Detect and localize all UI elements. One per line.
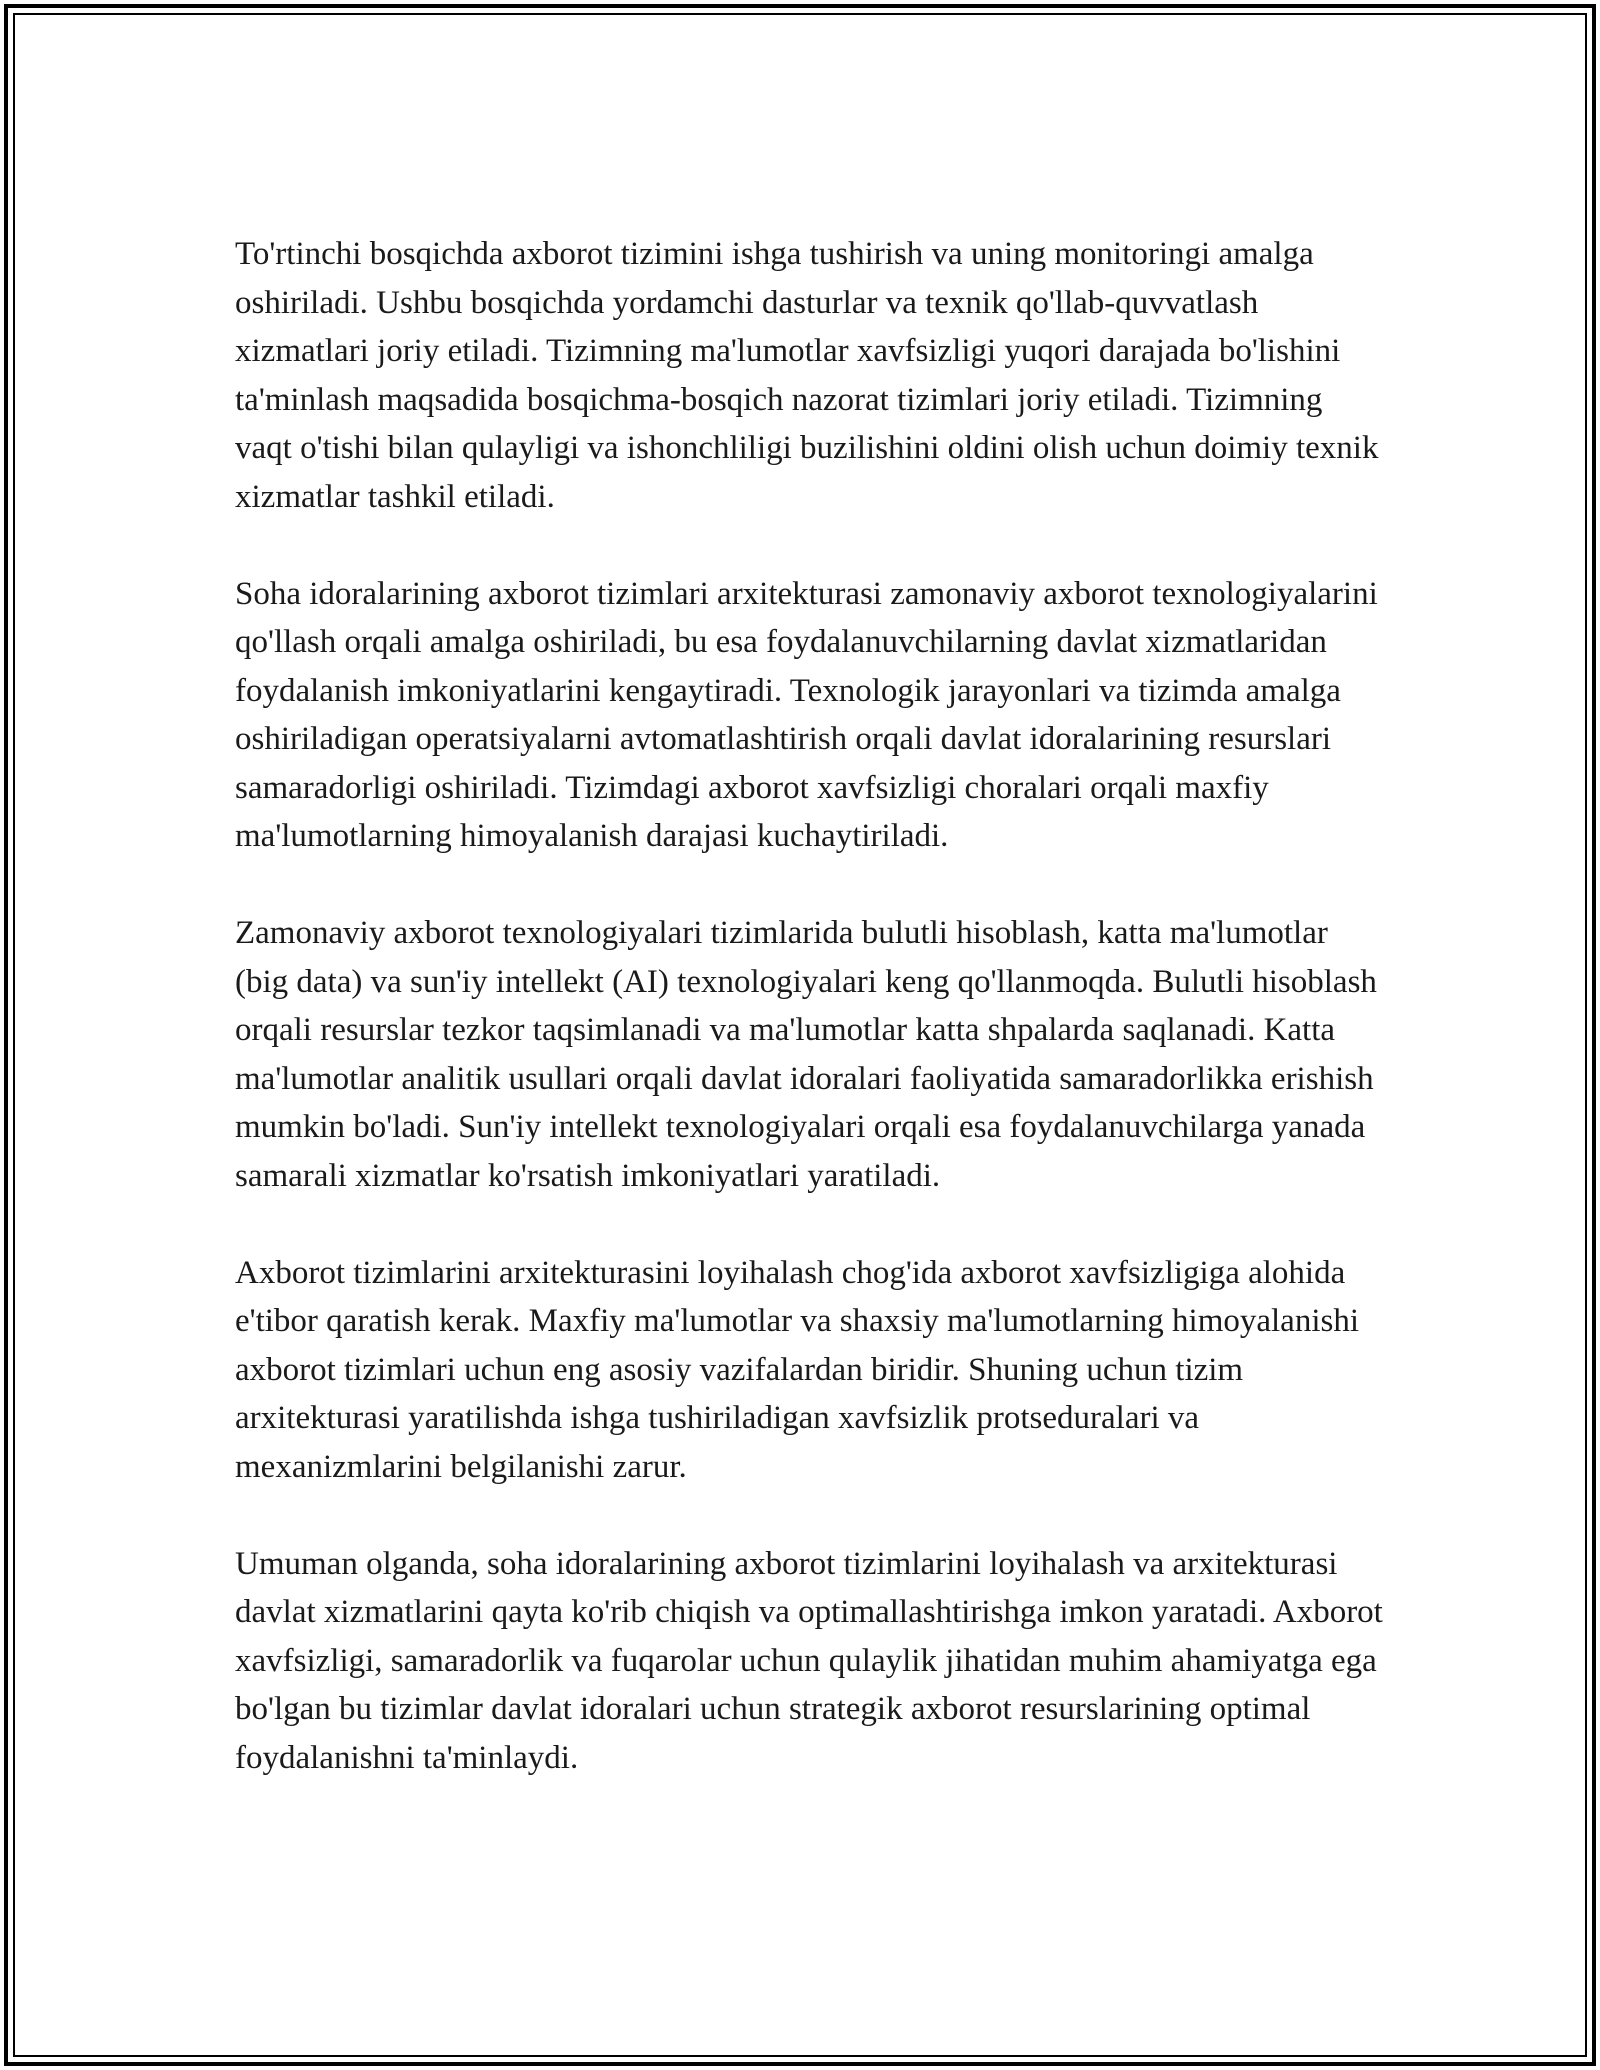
paragraph-1: To'rtinchi bosqichda axborot tizimini ishga tushirish va uning monitoringi amalga oshiriladi. Ushbu bosqichda yordamchi dasturlar va texnik qo'llab-quvvatlash xizmatlari joriy etiladi. Tizimning ma'lumotlar xavfsizligi yuqori darajada bo'lishini ta'minlash maqsadida bosqichma-bosqich nazorat tizimlari joriy etiladi. Tizimning vaqt o'tishi bilan qulayligi va ishonchliligi buzilishini oldini olish uchun doimiy texnik xizmatlar tashkil etiladi. [235, 236, 1379, 515]
paragraph-5: Umuman olganda, soha idoralarining axborot tizimlarini loyihalash va arxitekturasi davlat xizmatlarini qayta ko'rib chiqish va optimallashtirishga imkon yaratadi. Axborot xavfsizligi, samaradorlik va fuqarolar uchun qulaylik jihatidan muhim ahamiyatga ega bo'lgan bu tizimlar davlat idoralari uchun strategik axborot resurslarining optimal foydalanishni ta'minlaydi. [235, 1545, 1383, 1776]
paragraph-2: Soha idoralarining axborot tizimlari arxitekturasi zamonaviy axborot texnologiyalarini qo'llash orqali amalga oshiriladi, bu esa foydalanuvchilarning davlat xizmatlaridan foydalanish imkoniyatlarini kengaytiradi. Texnologik jarayonlari va tizimda amalga oshiriladigan operatsiyalarni avtomatlashtirish orqali davlat idoralarining resurslari samaradorligi oshiriladi. Tizimdagi axborot xavfsizligi choralari orqali maxfiy ma'lumotlarning himoyalanish darajasi kuchaytiriladi. [235, 575, 1378, 854]
paragraph-4: Axborot tizimlarini arxitekturasini loyihalash chog'ida axborot xavfsizligiga alohida e'tibor qaratish kerak. Maxfiy ma'lumotlar va shaxsiy ma'lumotlarning himoyalanishi axborot tizimlari uchun eng asosiy vazifalardan biridir. Shuning uchun tizim arxitekturasi yaratilishda ishga tushiriladigan xavfsizlik protseduralari va mexanizmlarini belgilanishi zarur. [235, 1254, 1359, 1485]
document-body [235, 230, 1385, 1782]
paragraph-3: Zamonaviy axborot texnologiyalari tizimlarida bulutli hisoblash, katta ma'lumotlar (big data) va sun'iy intellekt (AI) texnologiyalari keng qo'llanmoqda. Bulutli hisoblash orqali resurslar tezkor taqsimlanadi va ma'lumotlar katta shpalarda saqlanadi. Katta ma'lumotlar analitik usullari orqali davlat idoralari faoliyatida samaradorlikka erishish mumkin bo'ladi. Sun'iy intellekt texnologiyalari orqali esa foydalanuvchilarga yanada samarali xizmatlar ko'rsatish imkoniyatlari yaratiladi. [235, 915, 1377, 1194]
